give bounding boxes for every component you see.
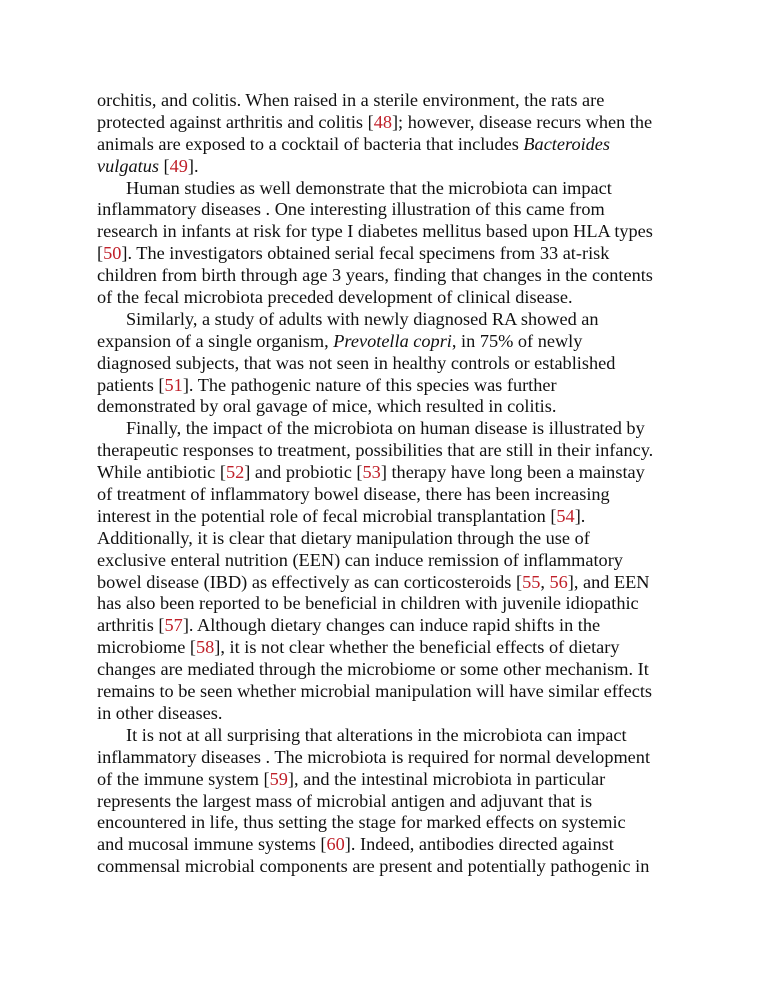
- text-run: in other diseases.: [97, 702, 223, 723]
- text-line: [97, 615, 687, 637]
- citation-link[interactable]: 57: [164, 615, 183, 636]
- text-run: ]. Indeed, antibodies directed against: [344, 834, 614, 855]
- text-run: [: [158, 155, 170, 176]
- text-line: [97, 265, 687, 287]
- text-line: [97, 637, 687, 659]
- text-line: [97, 484, 687, 506]
- text-line: [97, 243, 687, 265]
- text-run: ]; however, disease recurs when the: [391, 111, 653, 132]
- text-run: Finally, the impact of the microbiota on human disease is illustrated by: [126, 418, 645, 439]
- text-run: patients [: [97, 374, 165, 395]
- text-line: [97, 572, 687, 594]
- text-run: microbiome [: [97, 637, 196, 658]
- text-line: [97, 791, 687, 813]
- text-line: [97, 462, 687, 484]
- text-run: bowel disease (IBD) as effectively as can corticosteroids [: [97, 571, 523, 592]
- text-run: ] and probiotic [: [244, 462, 363, 483]
- citation-link[interactable]: 60: [326, 834, 345, 855]
- text-run: children from birth through age 3 years, finding that changes in the contents: [97, 265, 653, 286]
- text-run: of the immune system [: [97, 768, 270, 789]
- text-run: expansion of a single organism,: [97, 330, 334, 351]
- text-run: inflammatory diseases . The microbiota is required for normal development: [97, 746, 651, 767]
- text-run: ].: [574, 505, 586, 526]
- text-line: [97, 221, 687, 243]
- text-run: ] therapy have long been a mainstay: [380, 462, 645, 483]
- text-line: [97, 856, 687, 878]
- text-line: [97, 199, 687, 221]
- citation-link[interactable]: 50: [103, 243, 122, 264]
- text-run: ].: [187, 155, 199, 176]
- citation-link[interactable]: 55: [522, 571, 541, 592]
- text-run: remains to be seen whether microbial manipulation will have similar effects: [97, 681, 653, 702]
- text-run: protected against arthritis and colitis [: [97, 111, 374, 132]
- text-run: inflammatory diseases . One interesting illustration of this came from: [97, 199, 605, 220]
- text-line: [97, 156, 687, 178]
- text-line: [97, 703, 687, 725]
- citation-link[interactable]: 48: [373, 111, 392, 132]
- text-run: has also been reported to be beneficial in children with juvenile idiopathic: [97, 593, 639, 614]
- text-line: [97, 440, 687, 462]
- text-line: [97, 134, 687, 156]
- text-run: orchitis, and colitis. When raised in a sterile environment, the rats are: [97, 90, 605, 110]
- text-line: [97, 725, 687, 747]
- text-line: [97, 418, 687, 440]
- text-run: encountered in life, thus setting the stage for marked effects on systemic: [97, 812, 626, 833]
- text-run: ]. Although dietary changes can induce rapid shifts in the: [182, 615, 601, 636]
- text-run: ], and the intestinal microbiota in particular: [287, 768, 606, 789]
- citation-link[interactable]: 52: [225, 462, 245, 483]
- text-run: interest in the potential role of fecal microbial transplantation [: [97, 505, 557, 526]
- text-run: therapeutic responses to treatment, possibilities that are still in their infancy.: [97, 440, 654, 461]
- citation-link[interactable]: 59: [269, 768, 288, 789]
- text-run: While antibiotic [: [97, 462, 226, 483]
- text-line: [97, 287, 687, 309]
- text-run: of the fecal microbiota preceded development of clinical disease.: [97, 287, 573, 308]
- text-line: [97, 331, 687, 353]
- citation-link[interactable]: 56: [549, 571, 568, 592]
- text-run: represents the largest mass of microbial antigen and adjuvant that is: [97, 790, 593, 811]
- text-run: ,: [540, 571, 550, 592]
- text-run: research in infants at risk for type I diabetes mellitus based upon HLA types: [97, 221, 653, 242]
- italic-text: vulgatus: [97, 155, 159, 176]
- citation-link[interactable]: 58: [196, 637, 215, 658]
- citation-link[interactable]: 51: [164, 374, 183, 395]
- text-run: Additionally, it is clear that dietary manipulation through the use of: [97, 527, 590, 548]
- text-line: [97, 834, 687, 856]
- text-line: [97, 528, 687, 550]
- text-line: [97, 90, 687, 112]
- text-run: demonstrated by oral gavage of mice, which resulted in colitis.: [97, 396, 557, 417]
- text-line: [97, 309, 687, 331]
- text-line: [97, 593, 687, 615]
- text-run: [: [97, 243, 104, 264]
- text-line: [97, 396, 687, 418]
- text-line: [97, 112, 687, 134]
- citation-link[interactable]: 54: [556, 505, 575, 526]
- text-run: commensal microbial components are present and potentially pathogenic in: [97, 856, 650, 877]
- text-run: Similarly, a study of adults with newly diagnosed RA showed an: [126, 308, 599, 329]
- text-run: , in 75% of newly: [451, 330, 583, 351]
- text-line: [97, 506, 687, 528]
- text-run: ], it is not clear whether the beneficial effects of dietary: [214, 637, 620, 658]
- text-line: [97, 747, 687, 769]
- text-line: [97, 769, 687, 791]
- text-run: Human studies as well demonstrate that the microbiota can impact: [126, 177, 612, 198]
- text-line: [97, 812, 687, 834]
- text-line: [97, 550, 687, 572]
- text-line: [97, 681, 687, 703]
- text-run: ]. The pathogenic nature of this species was further: [182, 374, 557, 395]
- text-run: ], and EEN: [567, 571, 650, 592]
- text-run: animals are exposed to a cocktail of bacteria that includes: [97, 133, 524, 154]
- body-text: [97, 90, 687, 878]
- text-line: [97, 659, 687, 681]
- italic-text: Prevotella copri: [333, 330, 452, 351]
- text-run: It is not at all surprising that alterations in the microbiota can impact: [126, 724, 627, 745]
- text-run: arthritis [: [97, 615, 165, 636]
- citation-link[interactable]: 49: [169, 155, 188, 176]
- text-run: diagnosed subjects, that was not seen in healthy controls or established: [97, 352, 616, 373]
- italic-text: Bacteroides: [523, 133, 611, 154]
- text-line: [97, 375, 687, 397]
- text-run: of treatment of inflammatory bowel disease, there has been increasing: [97, 484, 610, 505]
- text-run: ]. The investigators obtained serial fecal specimens from 33 at-risk: [121, 243, 610, 264]
- text-run: changes are mediated through the microbiome or some other mechanism. It: [97, 659, 649, 680]
- text-run: and mucosal immune systems [: [97, 834, 327, 855]
- text-run: exclusive enteral nutrition (EEN) can induce remission of inflammatory: [97, 549, 623, 570]
- citation-link[interactable]: 53: [362, 462, 381, 483]
- text-line: [97, 353, 687, 375]
- text-line: [97, 178, 687, 200]
